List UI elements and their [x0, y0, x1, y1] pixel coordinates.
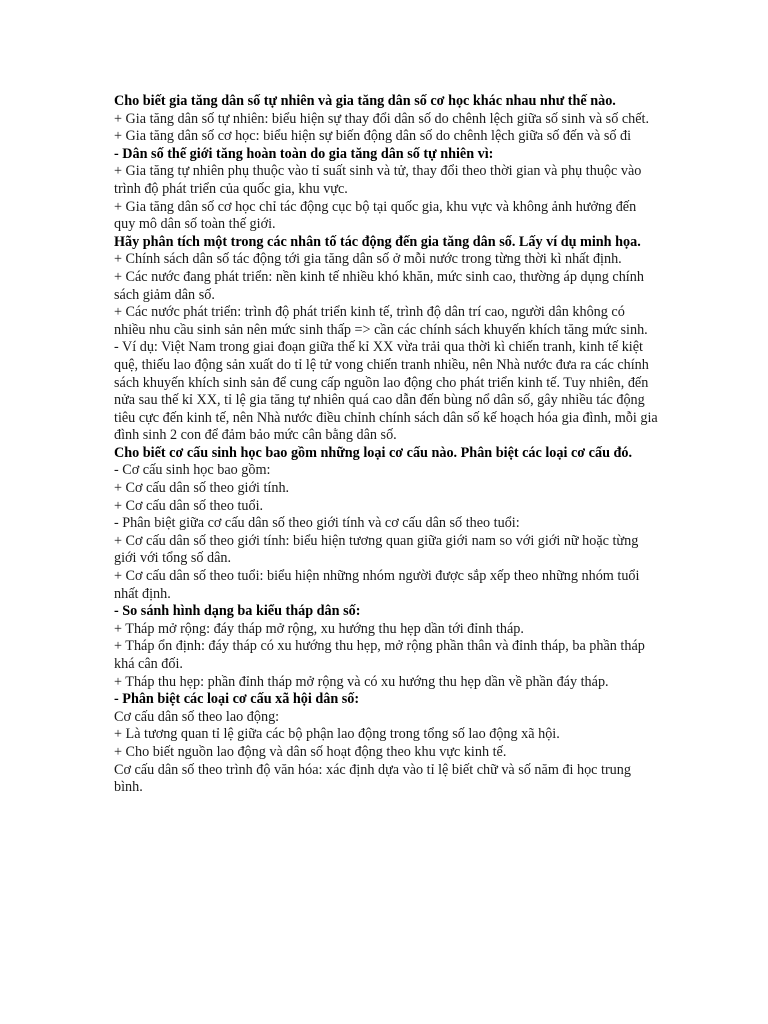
text-line: Cơ cấu dân số theo trình độ văn hóa: xác định dựa vào tỉ lệ biết chữ và số năm đi học trung bình.: [114, 761, 631, 796]
text-line: + Tháp thu hẹp: phần đỉnh tháp mở rộng và có xu hướng thu hẹp dần về phần đáy tháp.: [114, 673, 609, 690]
text-line: + Cơ cấu dân số theo tuổi: biểu hiện những nhóm người được sắp xếp theo những nhóm tuổi nhất định.: [114, 568, 640, 602]
text-line: + Gia tăng dân số cơ học: biểu hiện sự biến động dân số do chênh lệch giữa số đến và số đi: [114, 128, 632, 145]
text-line: + Gia tăng dân số cơ học chỉ tác động cục bộ tại quốc gia, khu vực và không ảnh hưởng đến quy mô dân số toàn thế giới.: [114, 198, 637, 233]
text-line: - Phân biệt giữa cơ cấu dân số theo giới tính và cơ cấu dân số theo tuổi:: [114, 515, 520, 532]
heading-natural-vs-mechanical-growth: Cho biết gia tăng dân số tự nhiên và gia tăng dân số cơ học khác nhau như thế nào.: [114, 93, 616, 109]
text-line: + Tháp mở rộng: đáy tháp mở rộng, xu hướng thu hẹp dần tới đỉnh tháp.: [114, 620, 524, 637]
text-line: + Gia tăng tự nhiên phụ thuộc vào tỉ suất sinh và tử, thay đổi theo thời gian và phụ thuộc vào trình độ phát triển của quốc gia, khu vực.: [114, 163, 642, 197]
text-line: + Cơ cấu dân số theo giới tính.: [114, 480, 290, 497]
text-line: + Cho biết nguồn lao động và dân số hoạt động theo khu vực kinh tế.: [114, 743, 507, 760]
heading-pyramid-shapes: - So sánh hình dạng ba kiểu tháp dân số:: [114, 603, 361, 620]
document-body: [114, 93, 659, 797]
heading-growth-factors: Hãy phân tích một trong các nhân tố tác động đến gia tăng dân số. Lấy ví dụ minh họa.: [114, 233, 641, 250]
text-line: + Các nước phát triển: trình độ phát triển kinh tế, trình độ dân trí cao, người dân không có nhiều nhu cầu sinh sản nên mức sinh thấp => cần các chính sách khuyến khích tăng mức sinh.: [114, 304, 648, 338]
heading-world-population-growth: - Dân số thế giới tăng hoàn toàn do gia tăng dân số tự nhiên vì:: [114, 145, 494, 162]
heading-biological-structure: Cho biết cơ cấu sinh học bao gồm những loại cơ cấu nào. Phân biệt các loại cơ cấu đó.: [114, 444, 633, 461]
heading-social-structure: - Phân biệt các loại cơ cấu xã hội dân số:: [114, 691, 360, 708]
text-line: Cơ cấu dân số theo lao động:: [114, 708, 280, 725]
text-line: + Các nước đang phát triển: nền kinh tế nhiều khó khăn, mức sinh cao, thường áp dụng chính sách giảm dân số.: [114, 268, 644, 303]
text-line: + Cơ cấu dân số theo giới tính: biểu hiện tương quan giữa giới nam so với giới nữ hoặc từng giới với tổng số dân.: [114, 532, 639, 567]
text-line: - Cơ cấu sinh học bao gồm:: [114, 462, 271, 479]
text-line: + Gia tăng dân số tự nhiên: biểu hiện sự thay đổi dân số do chênh lệch giữa số sinh và số chết.: [114, 110, 650, 127]
text-line: + Là tương quan tỉ lệ giữa các bộ phận lao động trong tổng số lao động xã hội.: [114, 726, 560, 743]
text-line: + Cơ cấu dân số theo tuổi.: [114, 497, 264, 514]
text-line: + Tháp ổn định: đáy tháp có xu hướng thu hẹp, mở rộng phần thân và đỉnh tháp, ba phần tháp khá cân đối.: [114, 638, 645, 672]
text-line: - Ví dụ: Việt Nam trong giai đoạn giữa thế kỉ XX vừa trải qua thời kì chiến tranh, kinh tế kiệt quệ, thiếu lao động sản xuất do tỉ lệ tử vong chiến tranh nhiều, nên Nhà nước đưa ra các chính sách khuyến khích sinh sản để cung cấp nguồn lao động cho phát triển kinh tế. Tuy nhiên, đến nửa sau thế kỉ XX, tỉ lệ gia tăng tự nhiên quá cao dẫn đến bùng nổ dân số, gây nhiều tác động tiêu cực đến kinh tế, nên Nhà nước điều chỉnh chính sách dân số kế hoạch hóa gia đình, mỗi gia đình sinh 2 con để đảm bảo mức cân bằng dân số.: [114, 339, 658, 444]
text-line: + Chính sách dân số tác động tới gia tăng dân số ở mỗi nước trong từng thời kì nhất định.: [114, 251, 622, 268]
